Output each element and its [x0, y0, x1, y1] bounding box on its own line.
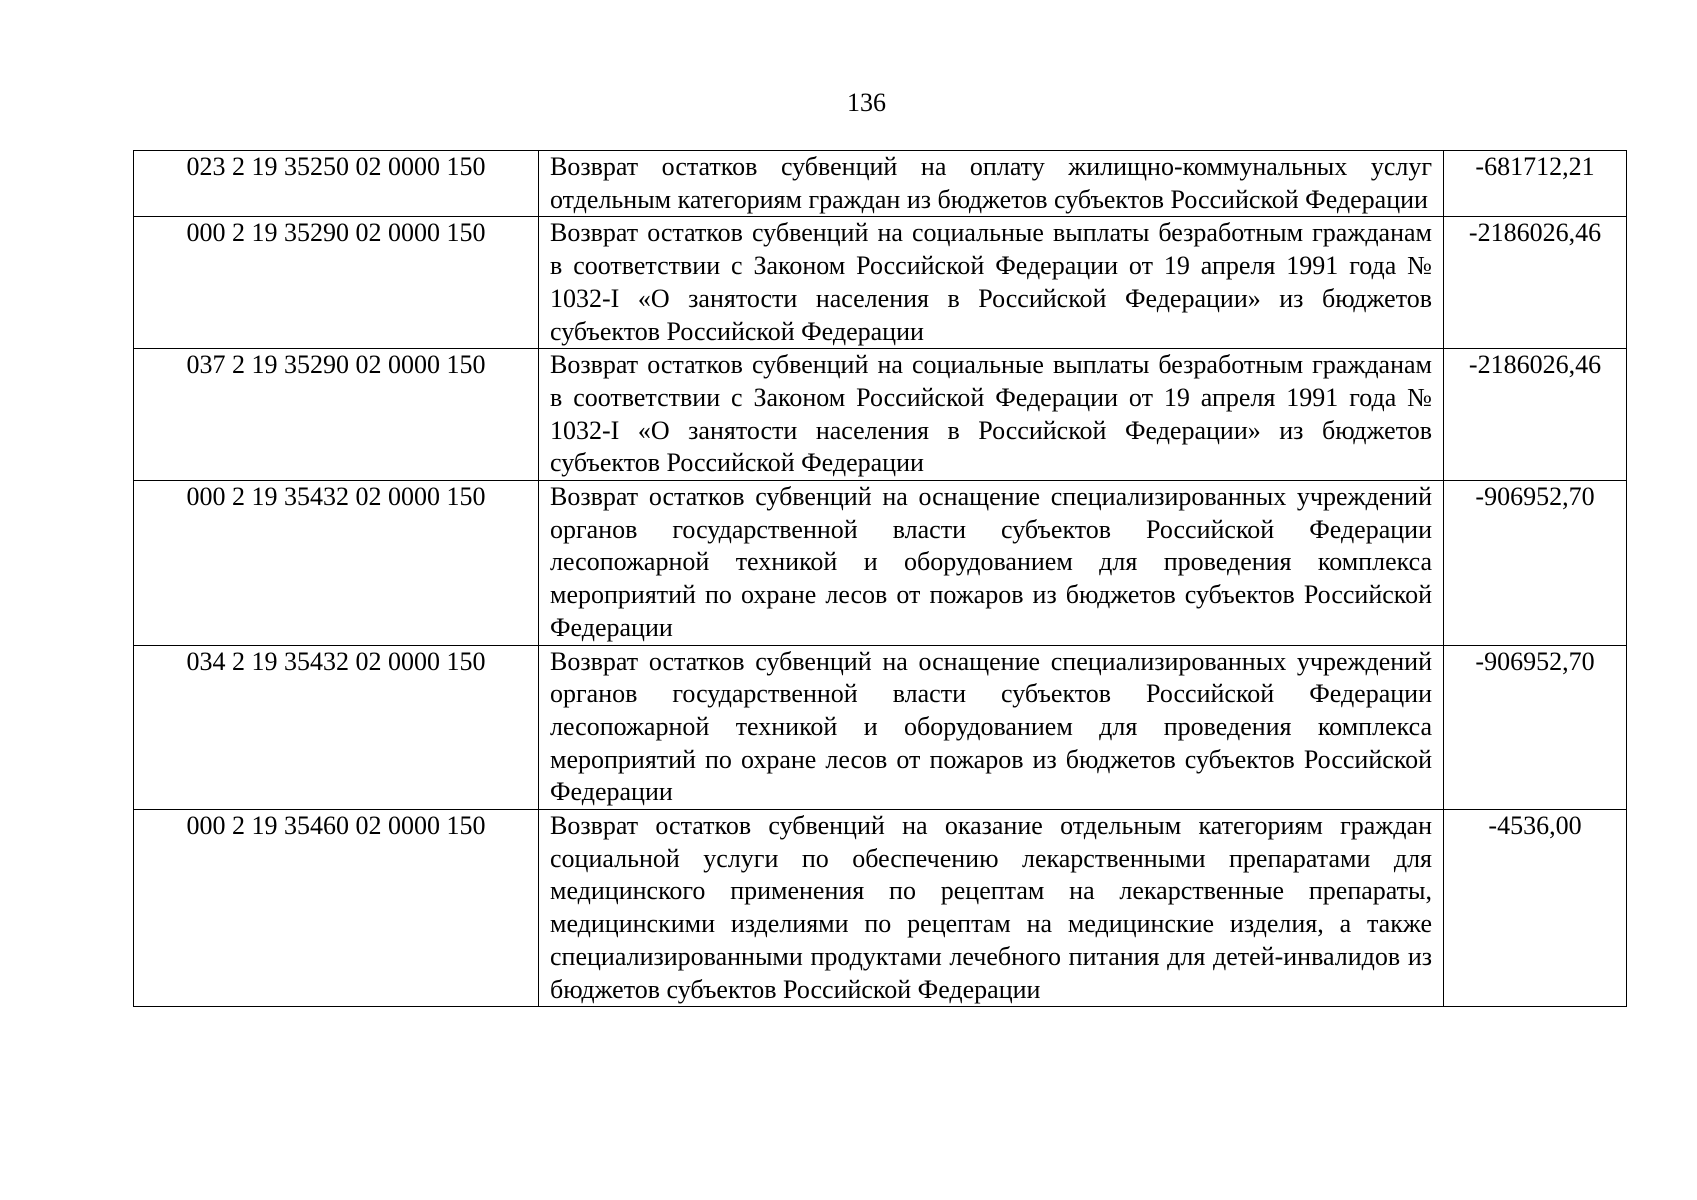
amount-cell: -4536,00 [1444, 810, 1627, 1007]
description-cell: Возврат остатков субвенций на оснащение специализированных учреждений органов государственной власти субъектов Российской Федерации лесопожарной техникой и оборудованием для проведения комплекса мероприятий по охране лесов от пожаров из бюджетов субъектов Российской Федерации [539, 481, 1444, 646]
budget-code-cell: 000 2 19 35290 02 0000 150 [134, 217, 539, 349]
table-row [134, 217, 1627, 349]
budget-code-cell: 023 2 19 35250 02 0000 150 [134, 151, 539, 217]
table-row [134, 481, 1627, 646]
budget-code-cell: 000 2 19 35460 02 0000 150 [134, 810, 539, 1007]
description-cell: Возврат остатков субвенций на оснащение специализированных учреждений органов государственной власти субъектов Российской Федерации лесопожарной техникой и оборудованием для проведения комплекса мероприятий по охране лесов от пожаров из бюджетов субъектов Российской Федерации [539, 645, 1444, 810]
budget-code-cell: 034 2 19 35432 02 0000 150 [134, 645, 539, 810]
budget-table [133, 150, 1627, 1007]
table-row [134, 645, 1627, 810]
table-row [134, 810, 1627, 1007]
budget-code-cell: 037 2 19 35290 02 0000 150 [134, 349, 539, 481]
description-cell: Возврат остатков субвенций на оказание отдельным категориям граждан социальной услуги по обеспечению лекарственными препаратами для медицинского применения по рецептам на лекарственные препараты, медицинскими изделиями по рецептам на медицинские изделия, а также специализированными продуктами лечебного питания для детей-инвалидов из бюджетов субъектов Российской Федерации [539, 810, 1444, 1007]
amount-cell: -2186026,46 [1444, 217, 1627, 349]
table-row [134, 151, 1627, 217]
description-cell: Возврат остатков субвенций на социальные выплаты безработным гражданам в соответствии с Законом Российской Федерации от 19 апреля 1991 года № 1032-I «О занятости населения в Российской Федерации» из бюджетов субъектов Российской Федерации [539, 349, 1444, 481]
page-number: 136 [847, 88, 886, 117]
amount-cell: -681712,21 [1444, 151, 1627, 217]
table-row [134, 349, 1627, 481]
budget-code-cell: 000 2 19 35432 02 0000 150 [134, 481, 539, 646]
amount-cell: -906952,70 [1444, 481, 1627, 646]
amount-cell: -2186026,46 [1444, 349, 1627, 481]
description-cell: Возврат остатков субвенций на социальные выплаты безработным гражданам в соответствии с Законом Российской Федерации от 19 апреля 1991 года № 1032-I «О занятости населения в Российской Федерации» из бюджетов субъектов Российской Федерации [539, 217, 1444, 349]
amount-cell: -906952,70 [1444, 645, 1627, 810]
description-cell: Возврат остатков субвенций на оплату жилищно-коммунальных услуг отдельным категориям граждан из бюджетов субъектов Российской Федерации [539, 151, 1444, 217]
